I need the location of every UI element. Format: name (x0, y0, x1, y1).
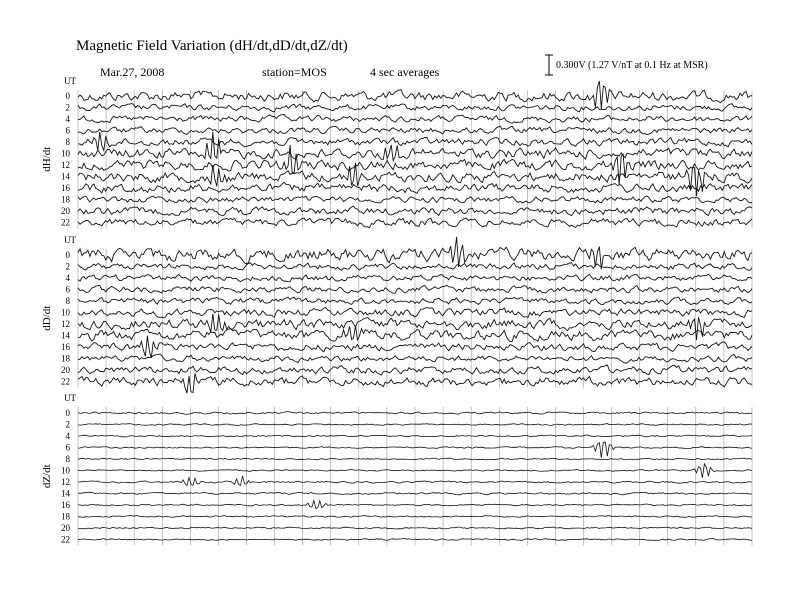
row-tick-label: 0 (65, 408, 70, 418)
row-tick-label: 6 (65, 442, 70, 453)
row-tick-label: 16 (61, 500, 70, 510)
date-label: Mar.27, 2008 (100, 65, 165, 79)
row-tick-label: 12 (61, 319, 70, 329)
row-tick-label: 22 (61, 376, 70, 387)
panel-dddt (41, 235, 752, 393)
row-tick-label: 2 (65, 261, 70, 272)
row-tick-label: 6 (65, 125, 70, 136)
row-tick-label: 16 (61, 342, 70, 352)
row-tick-label: 22 (61, 534, 70, 545)
row-tick-label: 18 (61, 194, 70, 205)
row-tick-label: 0 (65, 91, 70, 101)
ut-axis-label: UT (64, 235, 76, 245)
row-tick-label: 16 (61, 183, 70, 193)
scale-bar (545, 55, 553, 75)
panel-dzdt (41, 393, 752, 546)
row-tick-label: 20 (61, 523, 70, 533)
row-tick-label: 10 (61, 148, 70, 159)
row-tick-label: 8 (65, 137, 70, 147)
row-tick-label: 4 (65, 114, 70, 124)
row-tick-label: 14 (61, 488, 70, 499)
row-tick-label: 4 (65, 431, 70, 441)
scale-label: 0.300V (1.27 V/nT at 0.1 Hz at MSR) (556, 60, 708, 71)
averaging-label: 4 sec averages (370, 65, 440, 79)
row-tick-label: 8 (65, 454, 70, 464)
row-tick-label: 12 (61, 160, 70, 170)
row-tick-label: 20 (61, 206, 70, 216)
row-tick-label: 0 (65, 250, 70, 260)
row-tick-label: 14 (61, 171, 70, 182)
row-tick-label: 14 (61, 330, 70, 341)
ut-axis-label: UT (64, 393, 76, 403)
row-tick-label: 12 (61, 477, 70, 487)
row-tick-label: 18 (61, 353, 70, 364)
chart-title: Magnetic Field Variation (dH/dt,dD/dt,dZ/dt) (76, 38, 348, 54)
row-tick-label: 8 (65, 296, 70, 306)
row-tick-label: 20 (61, 365, 70, 375)
row-tick-label: 22 (61, 217, 70, 228)
station-label: station=MOS (262, 65, 327, 79)
row-tick-label: 18 (61, 511, 70, 522)
row-tick-label: 10 (61, 465, 70, 476)
row-tick-label: 6 (65, 284, 70, 295)
row-tick-label: 4 (65, 273, 70, 283)
ut-axis-label: UT (64, 76, 76, 86)
panel-ylabel: dZ/dt (41, 464, 53, 489)
row-tick-label: 10 (61, 307, 70, 318)
panel-ylabel: dD/dt (41, 305, 53, 331)
row-tick-label: 2 (65, 419, 70, 430)
panel-ylabel: dH/dt (41, 146, 53, 172)
panel-dhdt (41, 76, 752, 229)
row-tick-label: 2 (65, 102, 70, 113)
